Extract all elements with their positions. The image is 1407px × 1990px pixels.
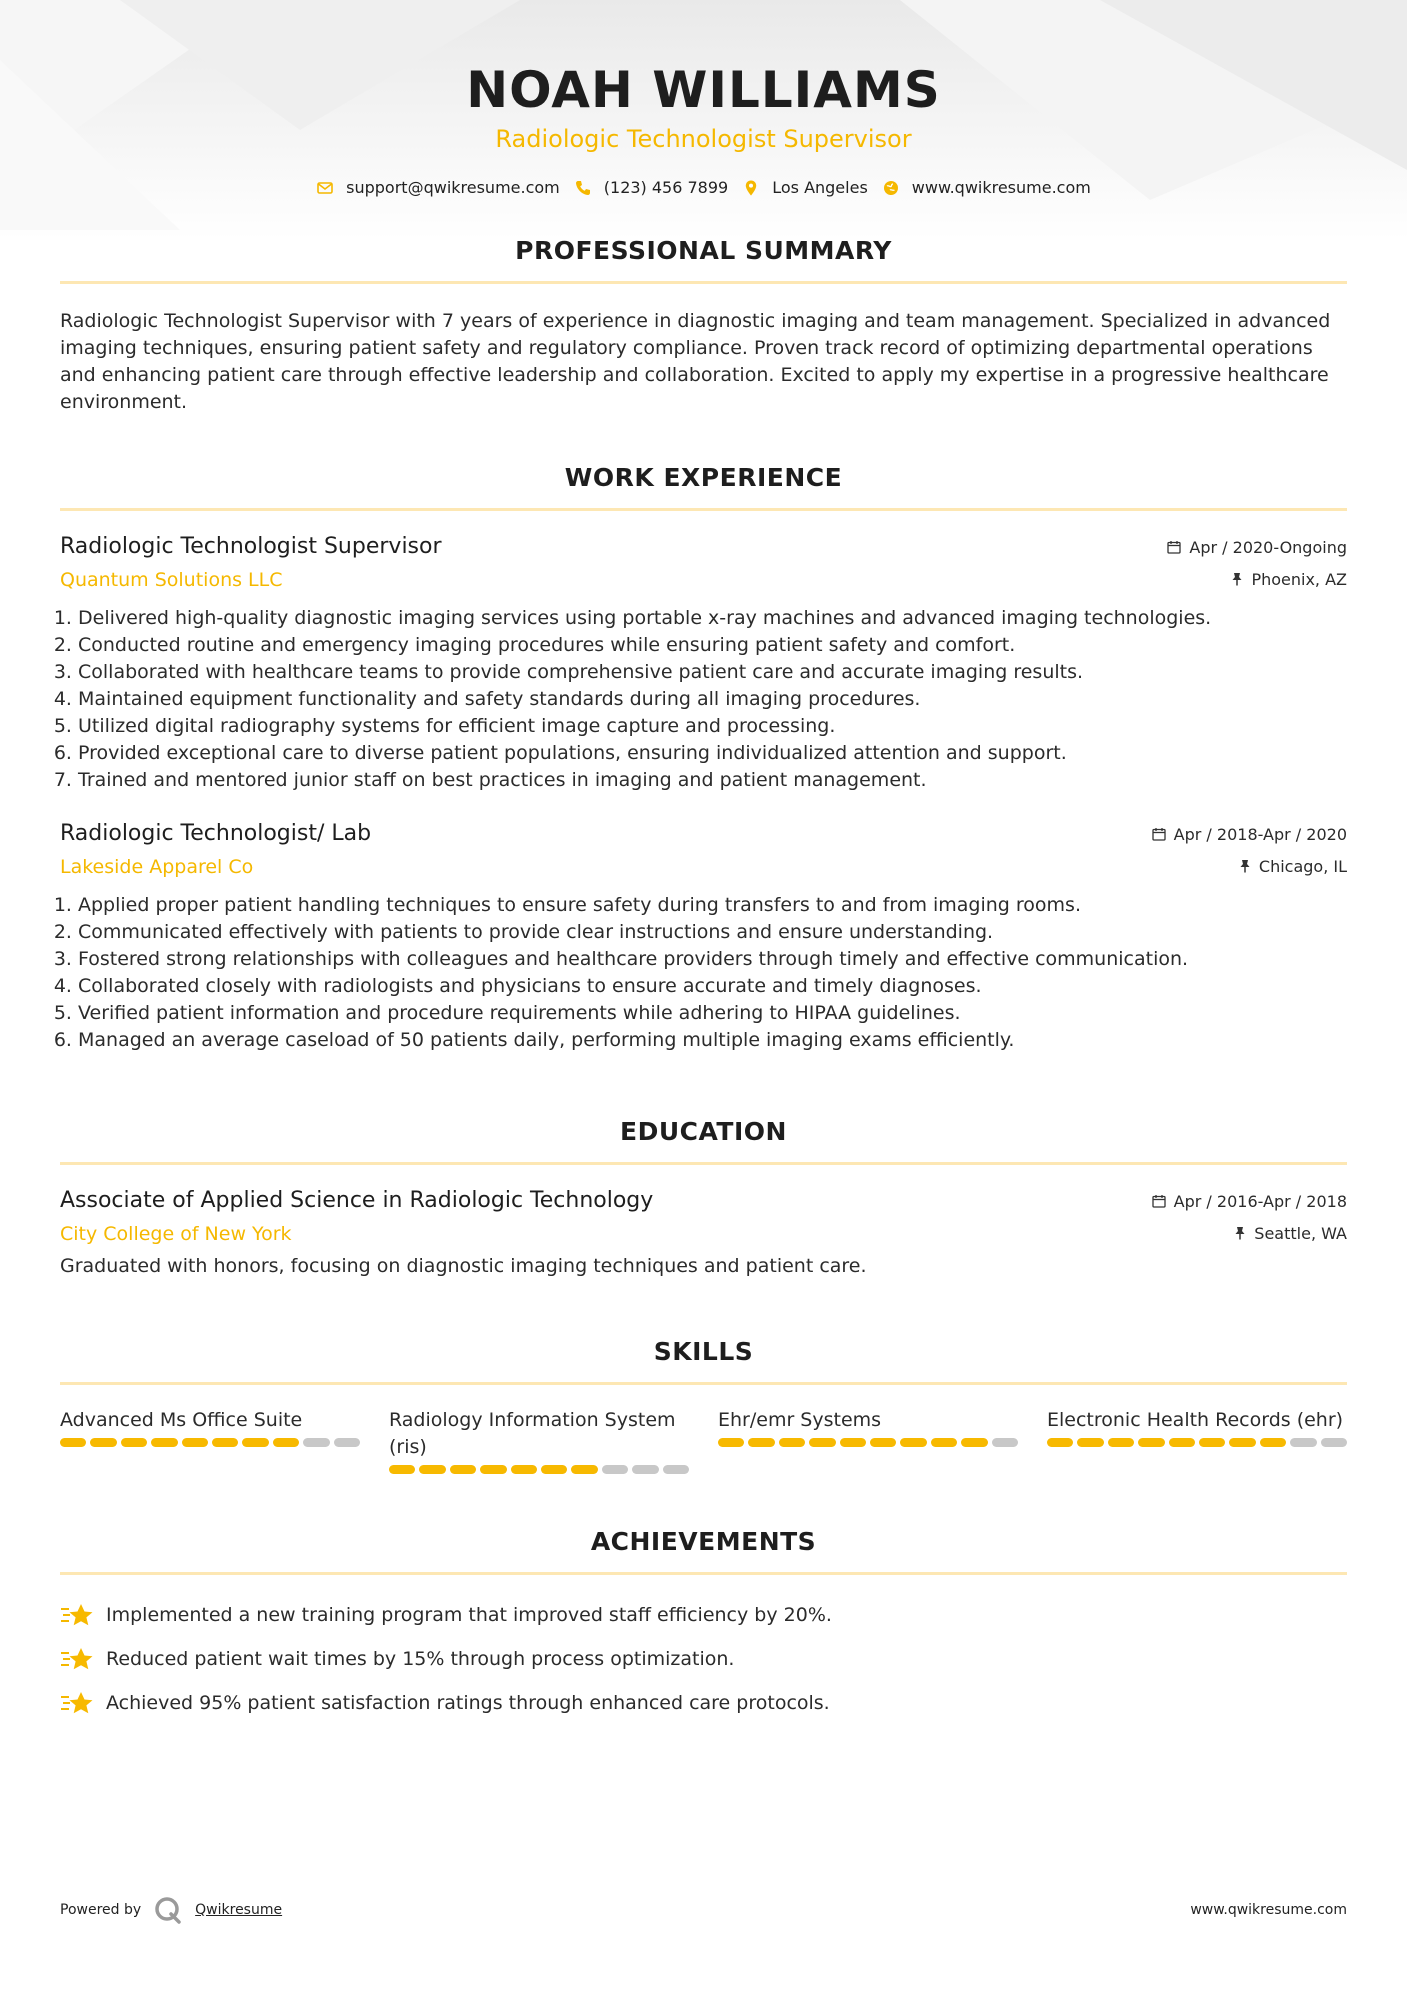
skill-item (718, 1407, 1018, 1474)
skill-dot-filled (511, 1465, 537, 1474)
achievement-text: Implemented a new training program that improved staff efficiency by 20%. (106, 1604, 832, 1626)
skill-dot-filled (571, 1465, 597, 1474)
job-bullet: 6. Provided exceptional care to diverse patient populations, ensuring individualized attention and support. (78, 740, 1347, 767)
achievement-text: Achieved 95% patient satisfaction ratings through enhanced care protocols. (106, 1692, 830, 1714)
education-dates: Apr / 2016-Apr / 2018 (1173, 1191, 1347, 1211)
work-section (60, 462, 1347, 1054)
skill-dot-empty (602, 1465, 628, 1474)
job-title: Radiologic Technologist/ Lab (60, 821, 372, 846)
skill-dot-empty (334, 1438, 360, 1447)
school-name: City College of New York (60, 1223, 292, 1245)
section-divider (60, 508, 1347, 511)
contact-phone-text: (123) 456 7899 (603, 178, 729, 197)
skill-name: Advanced Ms Office Suite (60, 1409, 303, 1431)
contact-email[interactable] (316, 178, 560, 197)
skill-dot-empty (303, 1438, 329, 1447)
skill-dot-filled (1138, 1438, 1164, 1447)
education-section (60, 1116, 1347, 1280)
footer (60, 1895, 1347, 1925)
skill-name: Ehr/emr Systems (718, 1409, 882, 1431)
job-bullet: 2. Communicated effectively with patients to provide clear instructions and ensure understanding. (78, 919, 1347, 946)
skill-dot-empty (632, 1465, 658, 1474)
education-description: Graduated with honors, focusing on diagnostic imaging techniques and patient care. (60, 1255, 867, 1277)
achievement-item (60, 1681, 1347, 1725)
contact-bar (60, 178, 1347, 197)
summary-text: Radiologic Technologist Supervisor with 7 years of experience in diagnostic imaging and team management. Specialized in advanced imaging techniques, ensuring patient safety and regulatory compliance. Proven track record of optimizing departmental operations and enhancing patient care through effective leadership and collaboration. Excited to apply my expertise in a progressive healthcare environment. (60, 310, 1331, 413)
contact-location (742, 178, 868, 197)
job-entry (60, 820, 1347, 1054)
job-bullet: 3. Fostered strong relationships with colleagues and healthcare providers through timely and effective communication. (78, 946, 1347, 973)
job-bullet: 4. Collaborated closely with radiologists and physicians to ensure accurate and timely diagnoses. (78, 973, 1347, 1000)
contact-email-text: support@qwikresume.com (346, 178, 560, 197)
achievement-text: Reduced patient wait times by 15% through process optimization. (106, 1648, 735, 1670)
skill-dot-filled (90, 1438, 116, 1447)
job-dates: Apr / 2018-Apr / 2020 (1173, 824, 1347, 844)
calendar-icon (1152, 827, 1166, 841)
achievement-item (60, 1593, 1347, 1637)
map-pin-icon (742, 179, 760, 197)
envelope-icon (316, 179, 334, 197)
skill-name: Electronic Health Records (ehr) (1047, 1409, 1344, 1431)
skill-dot-filled (961, 1438, 987, 1447)
shooting-star-icon (60, 1645, 94, 1673)
skill-rating (1047, 1438, 1347, 1447)
skill-dot-filled (60, 1438, 86, 1447)
job-entry (60, 533, 1347, 794)
skills-section (60, 1336, 1347, 1474)
job-bullets (60, 892, 1347, 1054)
skill-dot-filled (151, 1438, 177, 1447)
section-divider (60, 1382, 1347, 1385)
powered-by-label: Powered by (60, 1902, 142, 1918)
job-bullet: 7. Trained and mentored junior staff on best practices in imaging and patient management. (78, 767, 1347, 794)
job-bullet: 5. Verified patient information and procedure requirements while adhering to HIPAA guidelines. (78, 1000, 1347, 1027)
work-title: WORK EXPERIENCE (564, 463, 843, 492)
skill-dot-filled (389, 1465, 415, 1474)
section-divider (60, 1572, 1347, 1575)
skill-dot-empty (1321, 1438, 1347, 1447)
job-bullet: 1. Delivered high-quality diagnostic imaging services using portable x-ray machines and advanced imaging technologies. (78, 605, 1347, 632)
skill-dot-filled (1108, 1438, 1134, 1447)
skill-dot-filled (900, 1438, 926, 1447)
achievement-item (60, 1637, 1347, 1681)
brand-link[interactable]: Qwikresume (195, 1902, 283, 1918)
candidate-name: NOAH WILLIAMS (466, 61, 941, 119)
skill-dot-empty (1290, 1438, 1316, 1447)
skill-dot-filled (1229, 1438, 1255, 1447)
contact-phone[interactable] (574, 178, 728, 197)
skill-dot-filled (870, 1438, 896, 1447)
pushpin-icon (1231, 572, 1243, 586)
skill-dot-filled (1199, 1438, 1225, 1447)
skill-rating (389, 1465, 689, 1474)
education-location: Seattle, WA (1254, 1223, 1347, 1243)
job-bullet: 4. Maintained equipment functionality and safety standards during all imaging procedures. (78, 686, 1347, 713)
qwikresume-logo-icon (153, 1895, 183, 1925)
skill-dot-filled (273, 1438, 299, 1447)
job-bullet: 1. Applied proper patient handling techniques to ensure safety during transfers to and from imaging rooms. (78, 892, 1347, 919)
job-location: Chicago, IL (1258, 856, 1347, 876)
achievements-list (60, 1593, 1347, 1725)
achievements-section (60, 1526, 1347, 1725)
globe-icon (882, 179, 900, 197)
skill-dot-filled (1169, 1438, 1195, 1447)
resume-header (60, 0, 1347, 197)
skill-dot-filled (1077, 1438, 1103, 1447)
skills-list (60, 1407, 1347, 1474)
job-company: Quantum Solutions LLC (60, 569, 283, 591)
skill-rating (718, 1438, 1018, 1447)
skill-dot-filled (748, 1438, 774, 1447)
skill-dot-empty (663, 1465, 689, 1474)
job-dates: Apr / 2020-Ongoing (1189, 537, 1347, 557)
skill-dot-filled (931, 1438, 957, 1447)
achievements-title: ACHIEVEMENTS (590, 1527, 817, 1556)
job-bullets (60, 605, 1347, 794)
summary-title: PROFESSIONAL SUMMARY (515, 236, 892, 265)
skill-rating (60, 1438, 360, 1447)
contact-location-text: Los Angeles (772, 178, 868, 197)
skill-dot-filled (419, 1465, 445, 1474)
phone-icon (574, 179, 592, 197)
pushpin-icon (1239, 859, 1251, 873)
shooting-star-icon (60, 1601, 94, 1629)
skill-dot-filled (450, 1465, 476, 1474)
job-location: Phoenix, AZ (1251, 569, 1347, 589)
section-divider (60, 281, 1347, 284)
degree-title: Associate of Applied Science in Radiologic Technology (60, 1188, 654, 1213)
education-title: EDUCATION (620, 1117, 787, 1146)
summary-section (60, 235, 1347, 416)
skill-dot-filled (242, 1438, 268, 1447)
contact-website-text: www.qwikresume.com (911, 178, 1091, 197)
skill-name: Radiology Information System (ris) (389, 1409, 676, 1458)
job-company: Lakeside Apparel Co (60, 856, 254, 878)
skill-dot-filled (779, 1438, 805, 1447)
job-bullet: 3. Collaborated with healthcare teams to provide comprehensive patient care and accurate imaging results. (78, 659, 1347, 686)
skills-title: SKILLS (653, 1337, 754, 1366)
calendar-icon (1152, 1194, 1166, 1208)
skill-dot-filled (840, 1438, 866, 1447)
contact-website[interactable] (882, 178, 1091, 197)
skill-dot-filled (718, 1438, 744, 1447)
education-entry (60, 1187, 1347, 1280)
job-title: Radiologic Technologist Supervisor (60, 534, 442, 559)
job-bullet: 2. Conducted routine and emergency imaging procedures while ensuring patient safety and comfort. (78, 632, 1347, 659)
calendar-icon (1167, 540, 1181, 554)
skill-dot-filled (809, 1438, 835, 1447)
skill-dot-filled (541, 1465, 567, 1474)
skill-dot-filled (1260, 1438, 1286, 1447)
footer-website-link[interactable]: www.qwikresume.com (1190, 1902, 1347, 1918)
skill-dot-filled (480, 1465, 506, 1474)
skill-item (60, 1407, 360, 1474)
skill-dot-empty (992, 1438, 1018, 1447)
skill-dot-filled (182, 1438, 208, 1447)
skill-item (1047, 1407, 1347, 1474)
skill-dot-filled (121, 1438, 147, 1447)
skill-item (389, 1407, 689, 1474)
candidate-role: Radiologic Technologist Supervisor (495, 125, 912, 153)
skill-dot-filled (1047, 1438, 1073, 1447)
job-bullet: 6. Managed an average caseload of 50 patients daily, performing multiple imaging exams efficiently. (78, 1027, 1347, 1054)
section-divider (60, 1162, 1347, 1165)
job-bullet: 5. Utilized digital radiography systems for efficient image capture and processing. (78, 713, 1347, 740)
shooting-star-icon (60, 1689, 94, 1717)
pushpin-icon (1234, 1226, 1246, 1240)
skill-dot-filled (212, 1438, 238, 1447)
